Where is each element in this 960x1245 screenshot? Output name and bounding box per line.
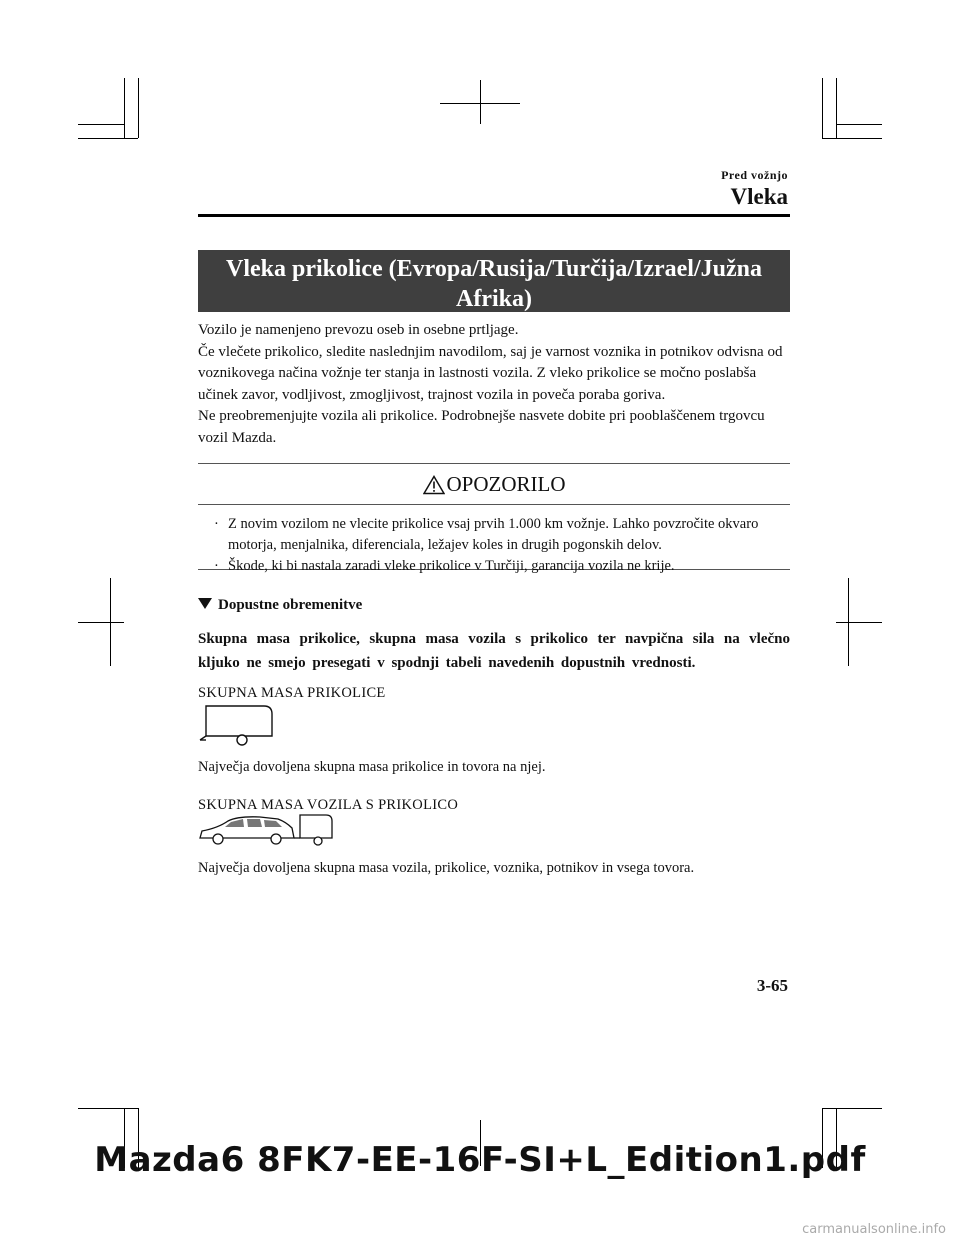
chapter-banner [198,250,790,312]
car-with-trailer-icon [198,812,334,850]
document-id-footer: Mazda6 8FK7-EE-16F-SI+L_Edition1.pdf [94,1140,866,1180]
warning-title: OPOZORILO [446,472,566,496]
intro-paragraph: Vozilo je namenjeno prevozu oseb in osebne prtljage. [198,322,519,338]
warning-item-text: Z novim vozilom ne vlecite prikolice vsaj prvih 1.000 km vožnje. Lahko povzročite okvaro motorja, menjalnika, diferenciala, ležajev koles in drugih pogonskih delov. [228,516,759,553]
banner-line-1: Vleka prikolice (Evropa/Rusija/Turčija/Izrael/Južna [225,256,762,282]
warning-item [214,514,778,556]
combined-mass-description: Največja dovoljena skupna masa vozila, prikolice, voznika, potnikov in vsega tovora. [198,860,695,876]
header-rule [198,214,790,217]
section-heading [198,597,362,614]
section-body: Skupna masa prikolice, skupna masa vozila s prikolico ter navpična sila na vlečno kljuko ne smejo presegati v spodnji tabeli navedenih dopustnih vrednosti. [198,631,790,671]
warning-list [214,514,778,577]
watermark-site: carmanualsonline.info [802,1222,946,1237]
warning-header [198,464,790,505]
combined-mass-label: SKUPNA MASA VOZILA S PRIKOLICO [198,797,459,813]
bullet-icon: · [214,558,219,574]
triangle-down-icon [198,598,212,609]
intro-paragraph: Če vlečete prikolico, sledite naslednjim navodilom, saj je varnost voznika in potnikov odvisna od voznikovega načina vožnje ter stanja in lastnosti vozila. Z vleko prikolice se močno poslabša učinek zavor, vodljivost, zmogljivost, trajnost vozila in poveča poraba goriva. [198,343,783,403]
trailer-mass-label: SKUPNA MASA PRIKOLICE [198,685,386,701]
trailer-mass-description: Največja dovoljena skupna masa prikolice in tovora na njej. [198,759,546,775]
banner-line-2: Afrika) [456,286,532,312]
warning-triangle-icon [423,475,445,495]
trailer-icon [198,702,278,748]
page-number: 3-65 [756,976,788,995]
warning-box [198,463,790,574]
running-header-title: Vleka [730,184,788,209]
intro-paragraph: Ne preobremenjujte vozila ali prikolice. Podrobnejše nasvete dobite pri pooblaščenem trgovcu vozil Mazda. [198,408,765,446]
intro-text [198,320,790,449]
section-heading-text: Dopustne obremenitve [218,597,363,613]
running-header-section: Pred vožnjo [721,168,788,182]
bullet-icon: · [214,516,219,532]
warning-item-text: Škode, ki bi nastala zaradi vleke prikolice v Turčiji, garancija vozila ne krije. [228,558,675,574]
warning-item [214,556,778,577]
